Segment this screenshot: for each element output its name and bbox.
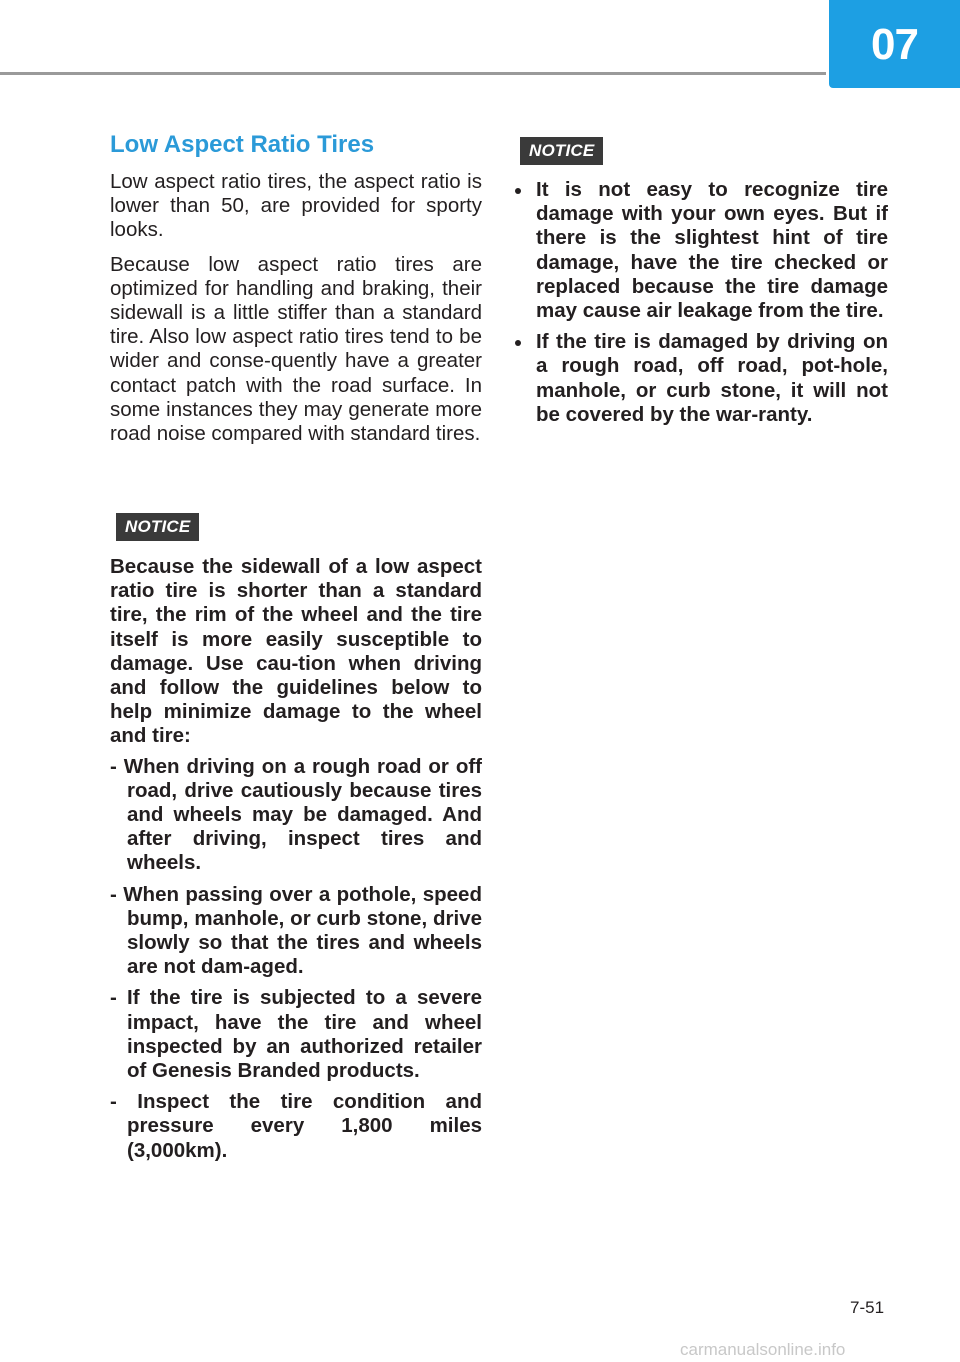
bullet-icon: [515, 188, 521, 194]
notice-block-left: [110, 555, 482, 1170]
list-item: [508, 330, 888, 427]
page-number: 7-51: [850, 1298, 885, 1317]
section-title: Low Aspect Ratio Tires: [110, 131, 375, 158]
intro-block: [110, 170, 482, 456]
bullet-text: If the tire is damaged by driving on a rough road, off road, pot-hole, manhole, or curb stone, it will not be covered by the war-ranty.: [536, 330, 888, 426]
notice-text: Because the sidewall of a low aspect ratio tire is shorter than a standard tire, the rim of the wheel and the tire itself is more easily susceptible to damage. Use cau-tion when driving and follow the guidelines below to help minimize damage to the wheel and tire:: [110, 555, 482, 748]
list-item: [508, 178, 888, 323]
watermark: carmanualsonline.info: [680, 1340, 846, 1359]
intro-paragraph-1: Low aspect ratio tires, the aspect ratio is lower than 50, are provided for sporty looks.: [110, 170, 482, 242]
notice-bullet-list: [508, 178, 888, 427]
list-item: - When passing over a pothole, speed bump, manhole, or curb stone, drive slowly so that the tires and wheels are not dam-aged.: [110, 883, 482, 980]
header-rule: [0, 72, 826, 75]
notice-block-right: [508, 178, 888, 434]
bullet-icon: [515, 340, 521, 346]
bullet-text: It is not easy to recognize tire damage with your own eyes. But if there is the slightest hint of tire damage, have the tire checked or replaced because the tire damage may cause air leakage from the tire.: [536, 178, 888, 323]
list-item: - When driving on a rough road or off road, drive cautiously because tires and wheels may be damaged. And after driving, inspect tires and wheels.: [110, 755, 482, 876]
chapter-number: 07: [871, 20, 918, 69]
notice-badge-right: NOTICE: [520, 137, 603, 165]
guideline-list: [110, 755, 482, 1163]
chapter-tab: [829, 0, 960, 88]
list-item: - If the tire is subjected to a severe impact, have the tire and wheel inspected by an authorized retailer of Genesis Branded products.: [110, 986, 482, 1083]
list-item: - Inspect the tire condition and pressure every 1,800 miles (3,000km).: [110, 1090, 482, 1163]
intro-paragraph-2: Because low aspect ratio tires are optimized for handling and braking, their sidewall is a little stiffer than a standard tire. Also low aspect ratio tires tend to be wider and conse-quently have a greater contact patch with the road surface. In some instances they may generate more road noise compared with standard tires.: [110, 252, 482, 446]
notice-badge-left: NOTICE: [116, 513, 199, 541]
